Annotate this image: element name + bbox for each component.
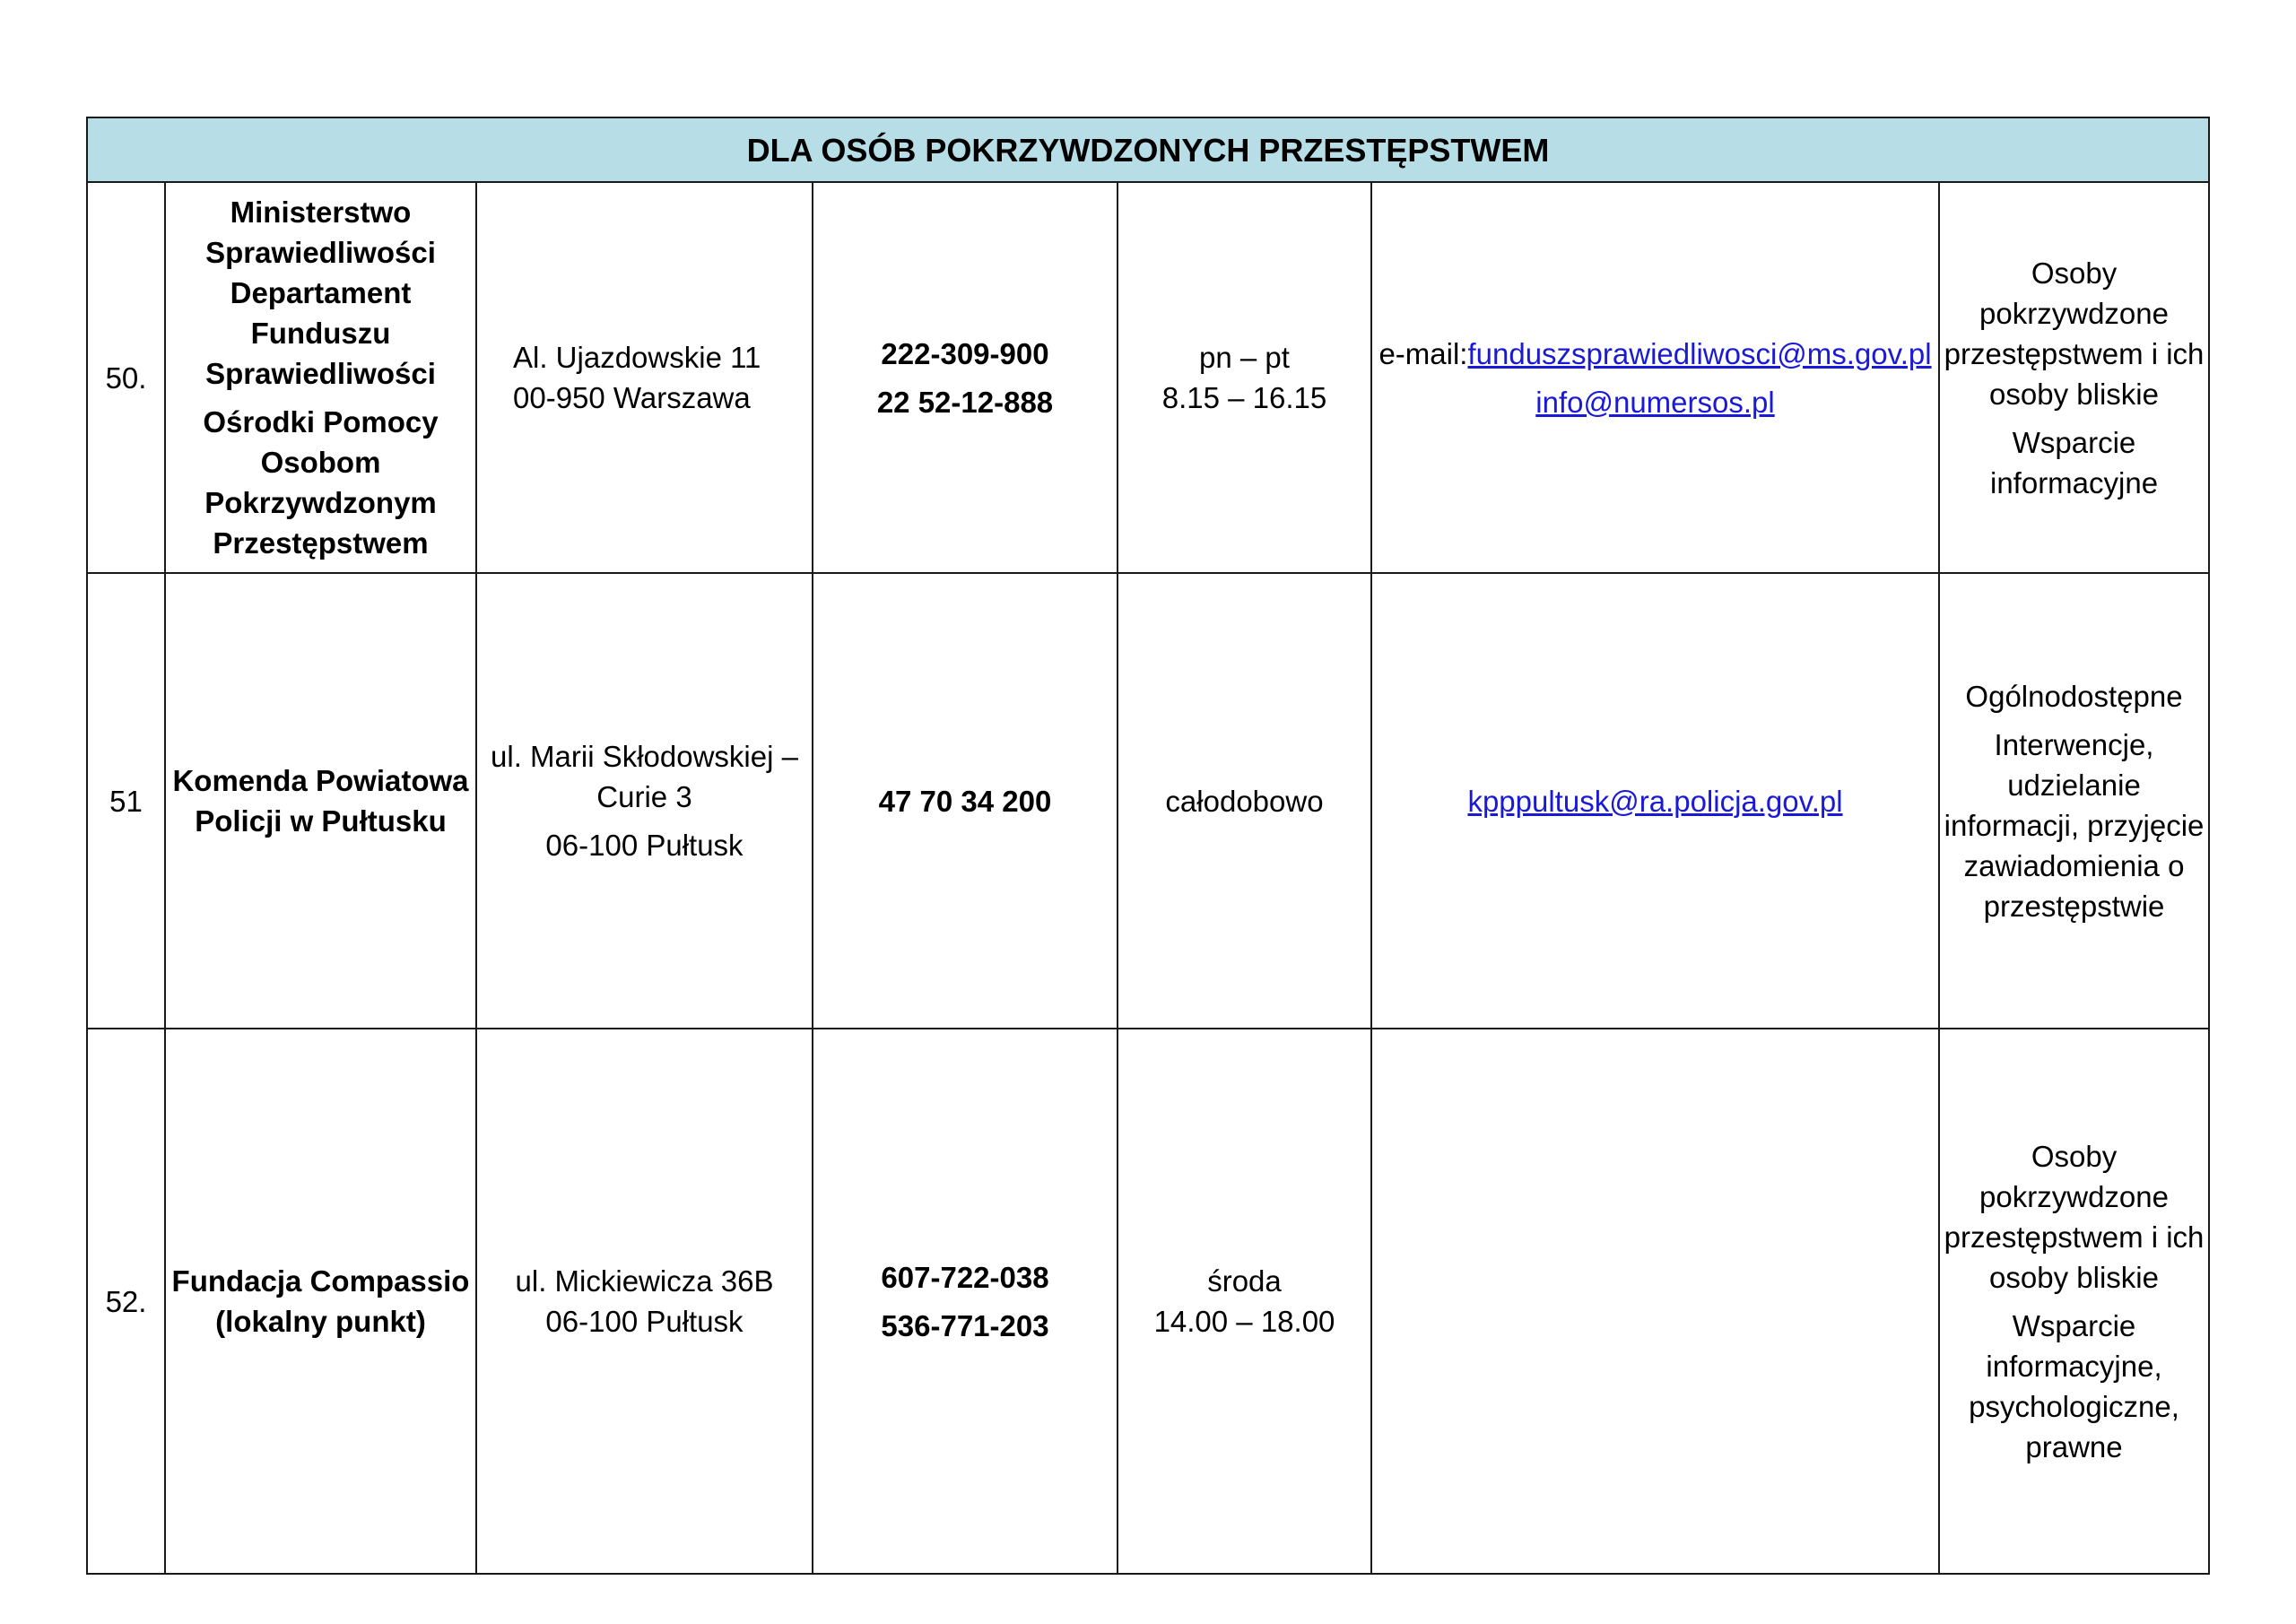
hours-line: pn – pt [1199,341,1290,374]
header-row [87,117,2209,182]
address-line: ul. Mickiewicza 36B [515,1264,774,1298]
table-row [87,573,2209,1029]
hours-line: 14.00 – 18.00 [1153,1305,1335,1338]
address-line: 06-100 Pułtusk [545,829,744,862]
target-line: Ogólnodostępne [1965,679,2183,713]
table-row [87,182,2209,573]
email [1371,182,1939,573]
institution-name: Komenda Powiatowa Policji w Pułtusku [165,573,476,1029]
institution-name-line: Ministerstwo Sprawiedliwości Departament Funduszu Sprawiedliwości [205,195,436,390]
hours-line: środa [1207,1264,1282,1298]
hours: całodobowo [1118,573,1371,1029]
target-group [1939,1029,2209,1574]
phone-number: 22 52-12-888 [876,385,1054,419]
table-row [87,1029,2209,1574]
target-line: Osoby pokrzywdzone przestępstwem i ich osoby bliskie [1944,256,2205,411]
hours [1118,182,1371,573]
address-line: 06-100 Pułtusk [545,1305,744,1338]
address [476,1029,813,1574]
address-line: 00-950 Warszawa [513,381,751,414]
target-line: Wsparcie informacyjne [1989,425,2159,499]
email [1371,573,1939,1029]
phone-number: 222-309-900 [881,336,1049,370]
institution-name [165,182,476,573]
target-group [1939,573,2209,1029]
email-link[interactable]: info@numersos.pl [1535,385,1775,419]
section-header: DLA OSÓB POKRZYWDZONYCH PRZESTĘPSTWEM [87,117,2209,182]
address [476,573,813,1029]
email-link[interactable]: funduszsprawiedliwosci@ms.gov.pl [1467,336,1932,370]
address [476,182,813,573]
email-line [1376,334,1935,374]
email [1371,1029,1939,1574]
address-line: ul. Marii Skłodowskiej – Curie 3 [491,740,798,813]
row-number: 51 [87,573,165,1029]
row-number: 52. [87,1029,165,1574]
email-prefix: e-mail: [1378,336,1468,370]
target-line: Wsparcie informacyjne, psychologiczne, prawne [1969,1308,2179,1463]
target-line: Interwencje, udzielanie informacji, przyjęcie zawiadomienia o przestępstwie [1944,727,2205,923]
institution-name-line: Ośrodki Pomocy Osobom Pokrzywdzonym Przestępstwem [203,405,439,560]
target-group [1939,182,2209,573]
email-link[interactable]: kpppultusk@ra.policja.gov.pl [1467,784,1843,818]
hours [1118,1029,1371,1574]
phone [813,182,1118,573]
hours-line: 8.15 – 16.15 [1161,381,1327,414]
address-line: Al. Ujazdowskie 11 [513,341,761,374]
phone [813,573,1118,1029]
phone-number: 47 70 34 200 [878,784,1052,818]
contacts-table [86,117,2210,1575]
phone-number: 607-722-038 [881,1260,1049,1294]
institution-name: Fundacja Compassio (lokalny punkt) [165,1029,476,1574]
target-line: Osoby pokrzywdzone przestępstwem i ich osoby bliskie [1944,1139,2205,1294]
phone-number: 536-771-203 [881,1308,1049,1342]
row-number: 50. [87,182,165,573]
phone [813,1029,1118,1574]
